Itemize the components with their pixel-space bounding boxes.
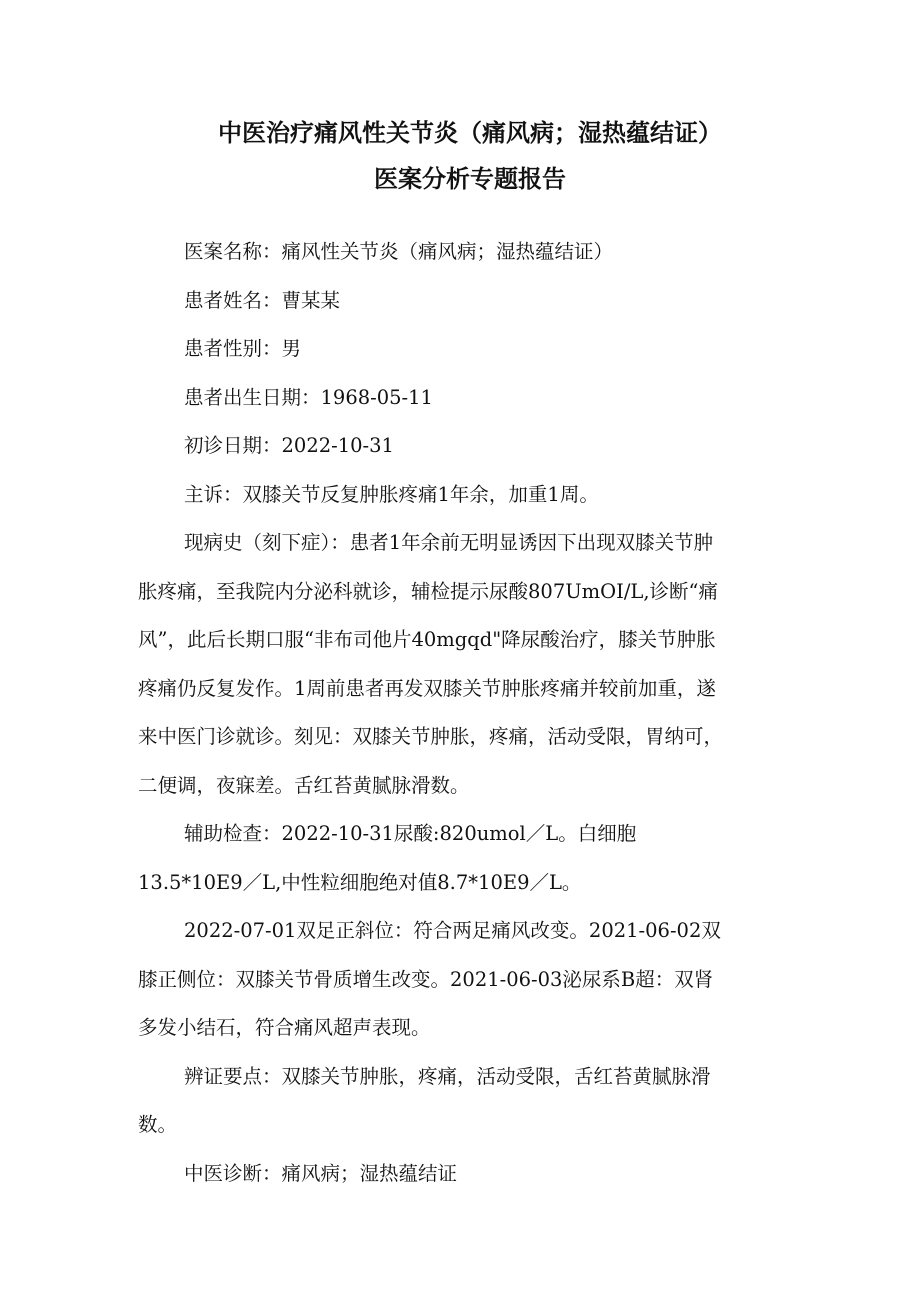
text-line: 中医诊断：痛风病；湿热蕴结证 xyxy=(184,1161,458,1185)
title-line-2: 医案分析专题报告 xyxy=(374,165,566,193)
text-line: 主诉：双膝关节反复肿胀疼痛1年余，加重1周。 xyxy=(184,482,599,506)
text-line: 多发小结石，符合痛风超声表现。 xyxy=(138,1016,431,1039)
text-line: 初诊日期：2022-10-31 xyxy=(184,434,394,457)
document-body xyxy=(138,228,802,1198)
text-line: 2022-07-01双足正斜位：符合两足痛风改变。2021-06-02双 xyxy=(184,919,721,942)
text-line: 来中医门诊就诊。刻见：双膝关节肿胀，疼痛，活动受限，胃纳可， xyxy=(138,725,724,748)
text-line: 患者性别：男 xyxy=(184,337,302,360)
text-line: 二便调，夜寐差。舌红苔黄腻脉滑数。 xyxy=(138,773,470,797)
title-block xyxy=(138,110,802,202)
text-line: 风”，此后长期口服“非布司他片40mgqd"降尿酸治疗，膝关节肿胀 xyxy=(138,628,716,651)
text-line: 数。 xyxy=(138,1113,178,1136)
text-line: 辨证要点：双膝关节肿胀，疼痛，活动受限，舌红苔黄腻脉滑 xyxy=(184,1064,711,1088)
text-line: 患者出生日期：1968-05-11 xyxy=(184,385,433,409)
text-line: 医案名称：痛风性关节炎（痛风病；湿热蕴结证） xyxy=(184,240,614,263)
text-line: 辅助检查：2022-10-31尿酸:820umol／L。白细胞 xyxy=(184,822,637,845)
text-line: 膝正侧位：双膝关节骨质增生改变。2021-06-03泌尿系B超：双肾 xyxy=(138,967,714,991)
text-line: 胀疼痛，至我院内分泌科就诊，辅检提示尿酸807UmOI/L,诊断“痛 xyxy=(138,579,719,603)
text-line: 疼痛仍反复发作。1周前患者再发双膝关节肿胀疼痛并较前加重，遂 xyxy=(138,676,716,700)
text-line: 现病史（刻下症）：患者1年余前无明显诱因下出现双膝关节肿 xyxy=(184,531,714,554)
text-line: 13.5*10E9／L,中性粒细胞绝对值8.7*10E9／L。 xyxy=(138,870,582,894)
text-line: 患者姓名：曹某某 xyxy=(184,288,341,312)
title-line-1: 中医治疗痛风性关节炎（痛风病；湿热蕴结证） xyxy=(218,119,722,147)
